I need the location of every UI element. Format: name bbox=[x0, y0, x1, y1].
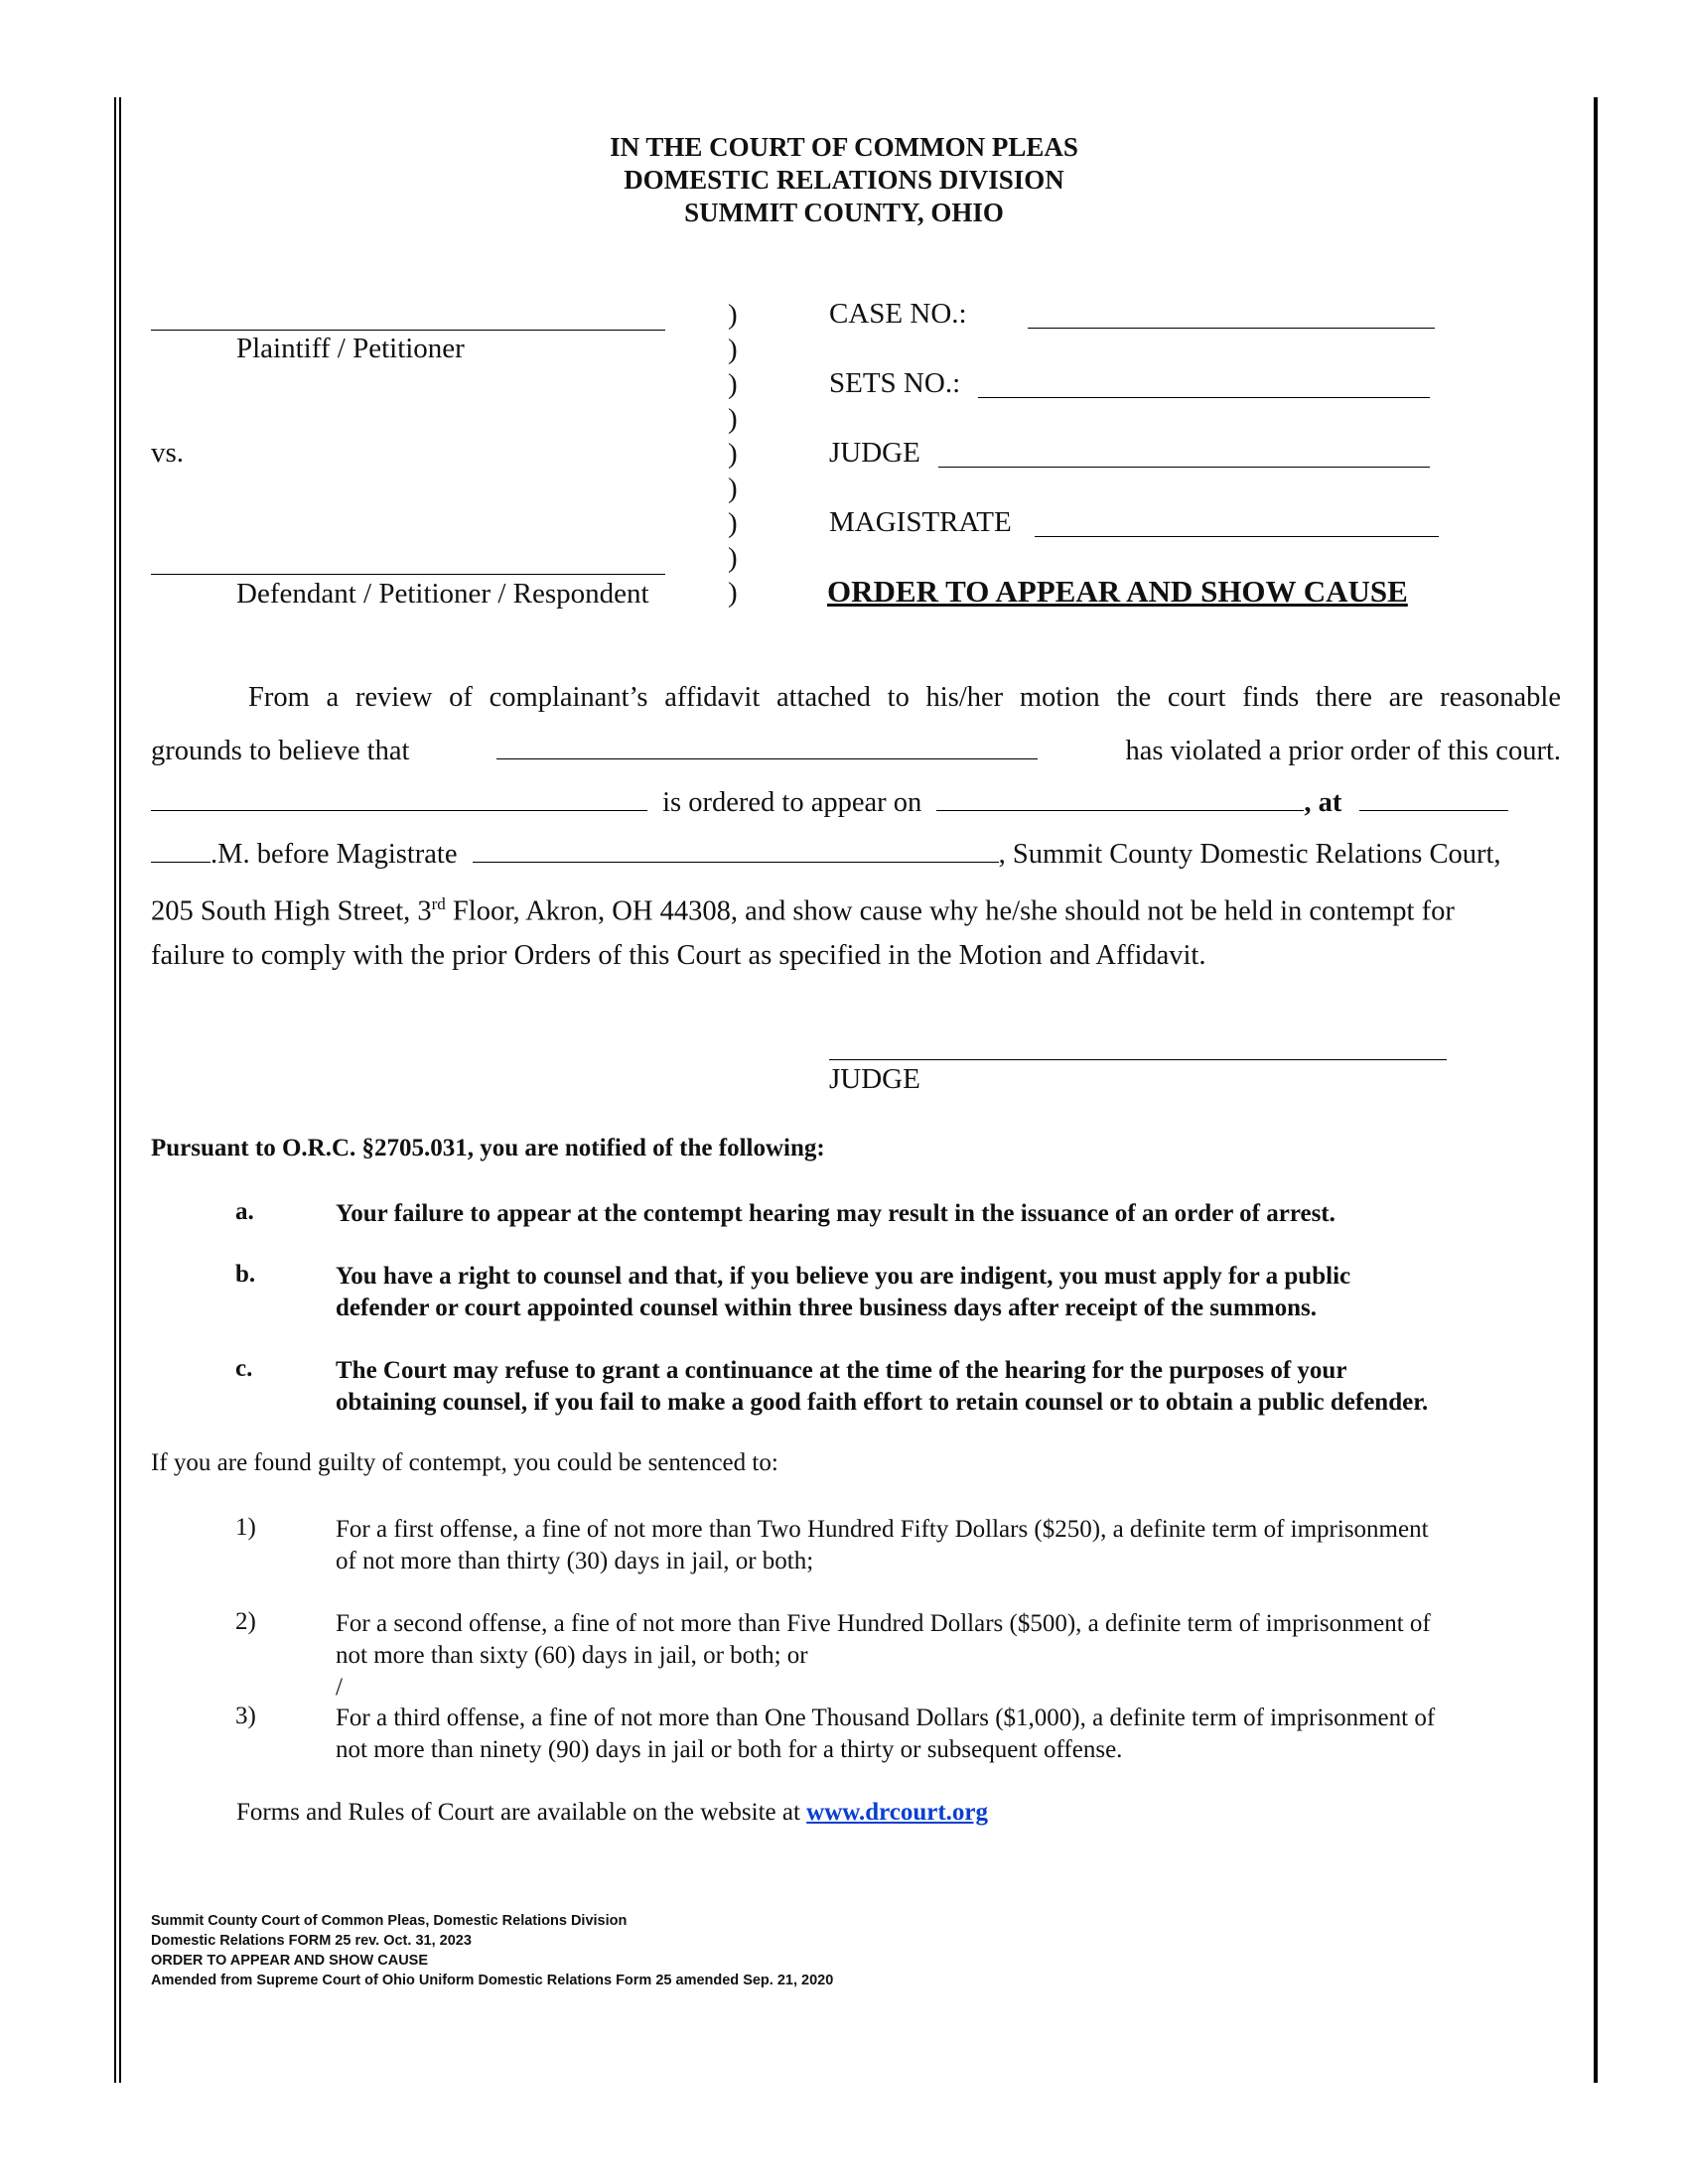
caption-paren: ) bbox=[728, 403, 738, 435]
judge-label: JUDGE bbox=[829, 437, 920, 469]
notice-text: Your failure to appear at the contempt hearing may result in the issuance of an order of arrest. bbox=[336, 1200, 1336, 1227]
court-header-line1: IN THE COURT OF COMMON PLEAS bbox=[610, 132, 1078, 162]
notice-text: The Court may refuse to grant a continuance at the time of the hearing for the purposes of your bbox=[336, 1357, 1347, 1384]
body-text: , at bbox=[1304, 787, 1342, 818]
caption-paren: ) bbox=[728, 368, 738, 400]
sets-no-label: SETS NO.: bbox=[829, 367, 961, 399]
caption-paren: ) bbox=[728, 299, 738, 331]
vs-label: vs. bbox=[151, 437, 185, 469]
body-text: Floor, Akron, OH 44308, and show cause why he/she should not be held in contempt for bbox=[445, 895, 1455, 927]
magistrate-name-field[interactable] bbox=[473, 836, 999, 863]
sentence-item-2 bbox=[336, 1608, 1431, 1672]
notice-marker: a. bbox=[235, 1198, 254, 1225]
am-pm-field[interactable] bbox=[151, 836, 211, 863]
defendant-name-field[interactable] bbox=[151, 574, 665, 575]
appear-date-field[interactable] bbox=[936, 784, 1304, 811]
body-line-2 bbox=[151, 733, 1561, 768]
footer-line: Summit County Court of Common Pleas, Domestic Relations Division bbox=[151, 1913, 628, 1929]
case-no-field[interactable] bbox=[1028, 328, 1435, 329]
stray-mark: / bbox=[336, 1674, 343, 1701]
sentence-text: For a third offense, a fine of not more than One Thousand Dollars ($1,000), a definite term of imprisonment of bbox=[336, 1705, 1436, 1731]
sentence-text: For a second offense, a fine of not more than Five Hundred Dollars ($500), a definite term of imprisonment of bbox=[336, 1610, 1431, 1637]
body-text: .M. before Magistrate bbox=[211, 839, 458, 870]
court-header-line3: SUMMIT COUNTY, OHIO bbox=[684, 198, 1004, 227]
court-header bbox=[0, 131, 1688, 229]
notice-marker: c. bbox=[235, 1355, 253, 1382]
body-text: , Summit County Domestic Relations Court, bbox=[998, 839, 1501, 870]
defendant-label: Defendant / Petitioner / Respondent bbox=[236, 578, 649, 610]
body-line-1 bbox=[248, 681, 1561, 715]
plaintiff-name-field[interactable] bbox=[151, 330, 665, 331]
sets-no-field[interactable] bbox=[978, 397, 1430, 398]
body-text: 205 South High Street, 3 bbox=[151, 895, 432, 927]
notice-text: You have a right to counsel and that, if you believe you are indigent, you must apply for a public bbox=[336, 1263, 1351, 1290]
ordinal-suffix: rd bbox=[431, 894, 446, 913]
caption-paren: ) bbox=[728, 473, 738, 504]
judge-signature-label: JUDGE bbox=[829, 1063, 920, 1095]
judge-field[interactable] bbox=[938, 467, 1430, 468]
sentence-marker: 2) bbox=[235, 1608, 256, 1635]
sentence-marker: 1) bbox=[235, 1514, 256, 1541]
body-line-6 bbox=[151, 939, 1561, 973]
form-footer bbox=[151, 1911, 833, 1990]
sentence-text: not more than sixty (60) days in jail, or both; or bbox=[336, 1642, 808, 1669]
notice-item-a bbox=[336, 1198, 1336, 1230]
sentence-text: For a first offense, a fine of not more than Two Hundred Fifty Dollars ($250), a definite term of imprisonment bbox=[336, 1516, 1429, 1543]
website-note bbox=[236, 1797, 988, 1829]
notice-item-b bbox=[336, 1261, 1350, 1324]
notice-heading: Pursuant to O.R.C. §2705.031, you are notified of the following: bbox=[151, 1135, 825, 1161]
sentence-item-3 bbox=[336, 1703, 1435, 1766]
sentence-marker: 3) bbox=[235, 1703, 256, 1729]
website-text: Forms and Rules of Court are available on the website at bbox=[236, 1799, 807, 1826]
body-text: is ordered to appear on bbox=[662, 787, 922, 818]
sentence-intro: If you are found guilty of contempt, you could be sentenced to: bbox=[151, 1449, 778, 1476]
body-line-3 bbox=[151, 784, 1561, 820]
notice-text: obtaining counsel, if you fail to make a good faith effort to retain counsel or to obtain a public defender. bbox=[336, 1389, 1429, 1416]
footer-line: ORDER TO APPEAR AND SHOW CAUSE bbox=[151, 1953, 429, 1969]
body-text: has violated a prior order of this court. bbox=[1125, 736, 1561, 766]
body-text: grounds to believe that bbox=[151, 736, 410, 766]
magistrate-label: MAGISTRATE bbox=[829, 506, 1012, 538]
caption-paren: ) bbox=[728, 438, 738, 470]
notice-marker: b. bbox=[235, 1261, 256, 1288]
magistrate-field[interactable] bbox=[1035, 536, 1439, 537]
violator-name-field[interactable] bbox=[496, 733, 1038, 759]
plaintiff-label: Plaintiff / Petitioner bbox=[236, 333, 465, 364]
appear-time-field[interactable] bbox=[1359, 784, 1508, 811]
body-text: failure to comply with the prior Orders of this Court as specified in the Motion and Affidavit. bbox=[151, 940, 1206, 971]
left-border-line-outer bbox=[114, 97, 116, 2083]
court-header-line2: DOMESTIC RELATIONS DIVISION bbox=[624, 165, 1064, 195]
notice-text: defender or court appointed counsel within three business days after receipt of the summons. bbox=[336, 1295, 1317, 1321]
case-no-label: CASE NO.: bbox=[829, 298, 967, 330]
sentence-text: not more than ninety (90) days in jail or both for a thirty or subsequent offense. bbox=[336, 1736, 1123, 1763]
body-line-4 bbox=[151, 836, 1561, 872]
caption-paren: ) bbox=[728, 334, 738, 365]
right-border-line bbox=[1594, 97, 1598, 2083]
left-border-line-inner bbox=[119, 97, 121, 2083]
website-link[interactable]: www.drcourt.org bbox=[806, 1799, 989, 1826]
body-text: From a review of complainant’s affidavit attached to his/her motion the court finds there are reasonable bbox=[248, 682, 1561, 713]
caption-paren: ) bbox=[728, 577, 738, 609]
sentence-text: of not more than thirty (30) days in jail, or both; bbox=[336, 1548, 814, 1574]
footer-line: Amended from Supreme Court of Ohio Uniform Domestic Relations Form 25 amended Sep. 21, 2020 bbox=[151, 1973, 834, 1988]
sentence-item-1 bbox=[336, 1514, 1429, 1577]
footer-line: Domestic Relations FORM 25 rev. Oct. 31, 2023 bbox=[151, 1933, 472, 1949]
order-title: ORDER TO APPEAR AND SHOW CAUSE bbox=[827, 574, 1408, 609]
judge-signature-field[interactable] bbox=[829, 1059, 1447, 1060]
notice-item-c bbox=[336, 1355, 1428, 1419]
caption-paren: ) bbox=[728, 507, 738, 539]
respondent-name-field[interactable] bbox=[151, 784, 647, 811]
caption-paren: ) bbox=[728, 542, 738, 574]
body-line-5 bbox=[151, 887, 1561, 929]
